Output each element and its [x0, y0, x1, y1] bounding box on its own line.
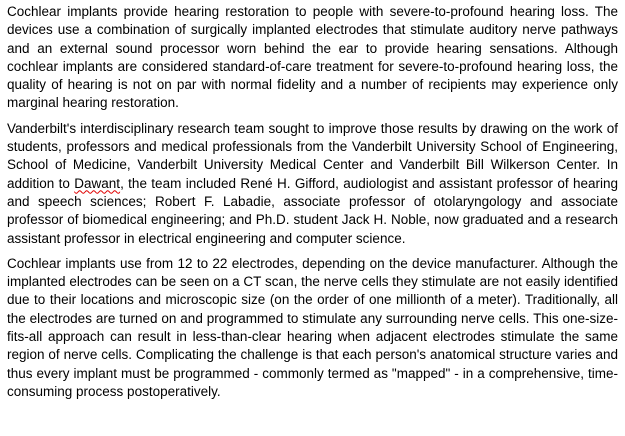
paragraph-cochlear-implants-overview [7, 3, 618, 113]
paragraph-vanderbilt-research-team [7, 120, 618, 248]
paragraph-text: , the team included René H. Gifford, audiologist and assistant professor of hearing and speech sciences; Robert F. Labadie, associate professor of otolaryngology and associate professor of biomedical engineering; and Ph.D. student Jack H. Noble, now graduated and a research assistant professor in electrical engineering and computer science. [7, 175, 618, 246]
paragraph-text: Vanderbilt's interdisciplinary research team sought to improve those results by drawing on the work of students, professors and medical professionals from the Vanderbilt University School of Engineering, School of Medicine, Vanderbilt University Medical Center and Vanderbilt Bill Wilkerson Center. In addition to [7, 120, 618, 191]
paragraph-text: Cochlear implants provide hearing restoration to people with severe-to-profound hearing loss. The devices use a combination of surgically implanted electrodes that stimulate auditory nerve pathways and an external sound processor worn behind the ear to provide hearing sensations. Although cochlear implants are considered standard-of-care treatment for severe-to-profound hearing loss, the quality of hearing is not on par with normal fidelity and a number of recipients may experience only marginal hearing restoration. [7, 4, 618, 111]
paragraph-electrodes-mapping [7, 255, 618, 401]
paragraph-text: Cochlear implants use from 12 to 22 electrodes, depending on the device manufacturer. Although the implanted electrodes can be seen on a CT scan, the nerve cells they stimulate are not easily identified due to their locations and microscopic size (on the order of one millionth of a meter). Traditionally, all the electrodes are turned on and programmed to stimulate any surrounding nerve cells. This one-size-fits-all approach can result in less-than-clear hearing when adjacent electrodes stimulate the same region of nerve cells. Complicating the challenge is that each person's anatomical structure varies and thus every implant must be programmed - commonly termed as "mapped" - in a comprehensive, time-consuming process postoperatively. [7, 255, 618, 399]
misspelled-word-spellcheck: Dawant [74, 175, 121, 191]
